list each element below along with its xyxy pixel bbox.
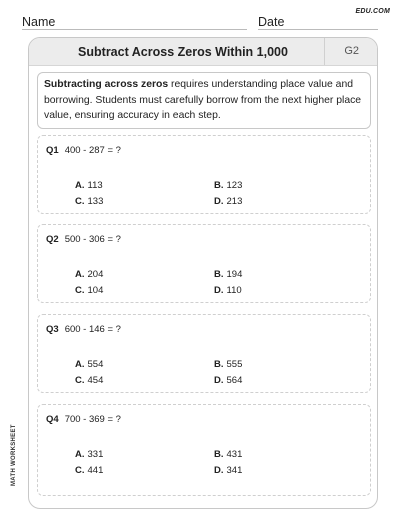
- question-number: Q3: [46, 324, 59, 335]
- question-text: 700 - 369 = ?: [64, 414, 121, 425]
- option-letter: A.: [75, 180, 85, 191]
- question-head: [46, 234, 121, 245]
- option-d[interactable]: [214, 285, 242, 296]
- question-card: [37, 135, 371, 214]
- option-letter: C.: [75, 196, 85, 207]
- option-a[interactable]: [75, 180, 103, 191]
- option-b[interactable]: [214, 359, 242, 370]
- option-c[interactable]: [75, 375, 103, 386]
- worksheet-card: [28, 37, 378, 509]
- option-letter: B.: [214, 359, 224, 370]
- question-head: [46, 324, 121, 335]
- option-letter: C.: [75, 465, 85, 476]
- option-letter: D.: [214, 465, 224, 476]
- option-value: 554: [87, 359, 104, 370]
- option-letter: C.: [75, 285, 85, 296]
- name-field-line[interactable]: [22, 29, 247, 30]
- brand-logo: EDU.COM: [355, 8, 390, 15]
- option-value: 341: [226, 465, 243, 476]
- option-d[interactable]: [214, 465, 242, 476]
- option-a[interactable]: [75, 359, 103, 370]
- worksheet-title: Subtract Across Zeros Within 1,000: [78, 45, 288, 59]
- option-value: 564: [226, 375, 243, 386]
- question-card: [37, 224, 371, 303]
- date-field-line[interactable]: [258, 29, 378, 30]
- option-value: 123: [226, 180, 243, 191]
- option-value: 113: [87, 180, 103, 191]
- option-value: 110: [226, 285, 242, 296]
- option-a[interactable]: [75, 269, 103, 280]
- intro-bold-text: Subtracting across zeros: [44, 79, 169, 90]
- option-letter: C.: [75, 375, 85, 386]
- option-a[interactable]: [75, 449, 103, 460]
- option-letter: B.: [214, 449, 224, 460]
- option-letter: D.: [214, 375, 224, 386]
- side-label: MATH WORKSHEET: [11, 424, 17, 486]
- question-head: [46, 414, 121, 425]
- option-value: 331: [87, 449, 104, 460]
- question-text: 600 - 146 = ?: [64, 324, 121, 335]
- option-value: 133: [87, 196, 104, 207]
- name-label: Name: [22, 15, 56, 29]
- name-date-row: [22, 15, 392, 31]
- question-number: Q4: [46, 414, 59, 425]
- date-label: Date: [258, 15, 285, 29]
- option-c[interactable]: [75, 285, 103, 296]
- option-letter: B.: [214, 269, 224, 280]
- option-b[interactable]: [214, 269, 242, 280]
- option-value: 104: [87, 285, 104, 296]
- question-text: 500 - 306 = ?: [64, 234, 121, 245]
- question-card: [37, 314, 371, 393]
- option-d[interactable]: [214, 375, 242, 386]
- option-letter: A.: [75, 359, 85, 370]
- option-value: 213: [226, 196, 243, 207]
- option-value: 204: [87, 269, 104, 280]
- option-b[interactable]: [214, 449, 242, 460]
- option-value: 431: [226, 449, 243, 460]
- option-c[interactable]: [75, 465, 103, 476]
- option-value: 441: [87, 465, 104, 476]
- question-number: Q2: [46, 234, 59, 245]
- option-letter: D.: [214, 285, 224, 296]
- question-number: Q1: [46, 145, 59, 156]
- intro-text: requires understanding place value and borrowing. Students must carefully borrow from the next higher place value, ensuring accuracy in each step.: [44, 79, 362, 121]
- option-letter: B.: [214, 180, 224, 191]
- option-value: 555: [226, 359, 243, 370]
- grade-divider: [324, 38, 325, 65]
- option-d[interactable]: [214, 196, 242, 207]
- question-text: 400 - 287 = ?: [64, 145, 121, 156]
- option-c[interactable]: [75, 196, 103, 207]
- option-b[interactable]: [214, 180, 242, 191]
- title-bar: [29, 38, 377, 66]
- option-value: 454: [87, 375, 104, 386]
- question-card: [37, 404, 371, 496]
- option-letter: A.: [75, 269, 85, 280]
- grade-badge: G2: [344, 45, 359, 57]
- option-value: 194: [226, 269, 243, 280]
- intro-box: [37, 72, 371, 129]
- option-letter: D.: [214, 196, 224, 207]
- question-head: [46, 145, 121, 156]
- option-letter: A.: [75, 449, 85, 460]
